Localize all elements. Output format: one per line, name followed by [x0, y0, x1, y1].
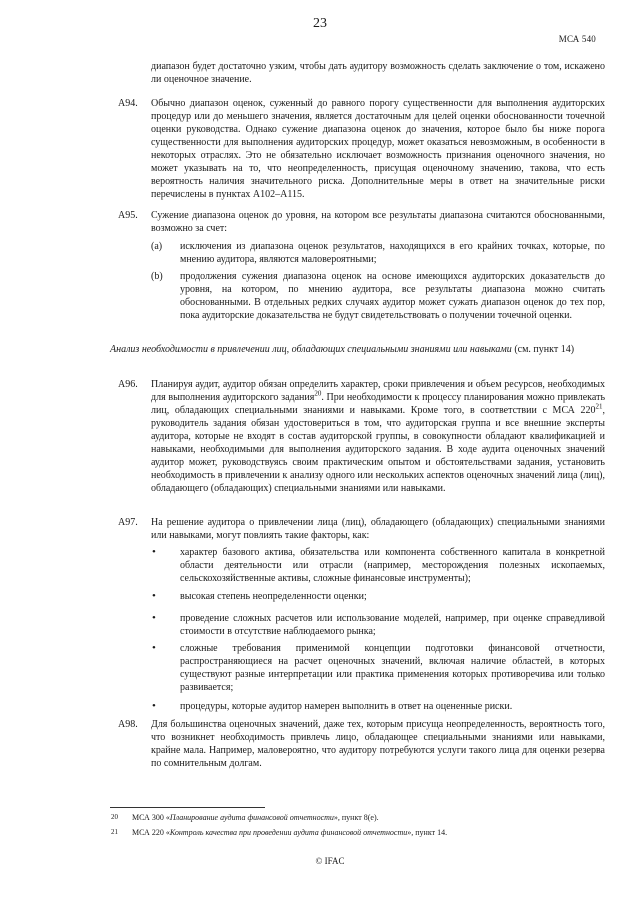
paragraph-number-a96: A96.	[118, 379, 138, 390]
footnote-number-21: 21	[111, 828, 118, 836]
footnote-divider	[110, 807, 265, 808]
paragraph-a98: Для большинства оценочных значений, даже тех, которым присуща неопределенность, вероятность того, что возникнет необходимость привлечь лицо, обладающее специальными знаниями или навыками, крайне мала. Например, маловероятно, что аудитору потребуются услуги такого лица для оценки резерва по сомнительным долгам.	[151, 719, 605, 769]
section-heading	[110, 343, 605, 356]
bullet-icon: •	[152, 642, 156, 654]
page-number: 23	[313, 16, 327, 31]
footnote-21-suffix: », пункт 14.	[407, 828, 448, 837]
bullet-item: сложные требования применимой концепции подготовки финансовой отчетности, распространяющиеся на расчет оценочных значений, включая наличие областей, в которых существуют разные интерпретации или практика применения которых противоречива или только развивается;	[180, 643, 605, 693]
paragraph-a96-part-2: . При необходимости к процессу планирования можно привлекать лиц, обладающих специальными знаниями и навыками. Кроме того, в соответствии с МСА 220	[151, 392, 606, 416]
bullet-item: характер базового актива, обязательства или компонента собственного капитала в конкретной области деятельности или отрасли (например, месторождения полезных ископаемых, сельскохозяйственные активы, сложные финансовые инструменты);	[180, 547, 605, 584]
copyright-footer: © IFAC	[315, 856, 345, 866]
paragraph-a96-part-1: Планируя аудит, аудитор обязан определить характер, сроки привлечения и объем ресурсов, необходимых для выполнения аудиторского задания	[151, 379, 605, 403]
bullet-icon: •	[152, 590, 156, 602]
footnote-20-title: Планирование аудита финансовой отчетности	[169, 813, 334, 822]
bullet-icon: •	[152, 612, 156, 624]
footnote-20-prefix: МСА 300 «	[132, 813, 170, 822]
list-item-a: исключения из диапазона оценок результатов, находящихся в его крайних точках, которые, по мнению аудитора, являются маловероятными;	[180, 241, 605, 265]
paragraph-number-a98: A98.	[118, 719, 138, 730]
footnote-20	[132, 813, 602, 823]
list-item-b: продолжения сужения диапазона оценок на основе имеющихся аудиторских доказательств до уровня, на котором, по мнению аудитора, все результаты диапазона можно считать обоснованными. В отдельных редких случаях аудитор может сужать диапазон оценок до тех пор, пока аудиторские доказательства не будут свидетельствовать о получении точечной оценки.	[180, 271, 605, 321]
paragraph-a97: На решение аудитора о привлечении лица (лиц), обладающего (обладающих) специальными знаниями или навыками, могут повлиять такие факторы, как:	[151, 517, 605, 541]
bullet-item: высокая степень неопределенности оценки;	[180, 591, 367, 602]
footnote-21	[132, 828, 602, 838]
paragraph-a96	[151, 378, 605, 495]
list-marker-a: (a)	[151, 241, 163, 252]
footnote-ref-20[interactable]: 20	[314, 389, 322, 398]
continuation-paragraph: диапазон будет достаточно узким, чтобы дать аудитору возможность сделать заключение о том, искажено ли оценочное значение.	[151, 61, 605, 85]
paragraph-a94: Обычно диапазон оценок, суженный до равного порогу существенности для выполнения аудиторских процедур или до меньшего значения, является достаточным для целей оценки обоснованности точечной оценки руководства. Однако сужение диапазона оценок до значения, которое было бы ниже порога существенности для выполнения аудиторских процедур, может оказаться невозможным, в особенности в некоторых отраслях. Это не обязательно исключает возможность признания оценочного значения, но может указывать на то, что неопределенность, присущая оценочному значению, такова, что есть вероятность наличия значительного риска. Дополнительные меры в ответ на значительные риски перечислены в пунктах A102–A115.	[151, 98, 605, 200]
bullet-icon: •	[152, 700, 156, 712]
list-marker-b: (b)	[151, 271, 163, 282]
footnote-21-prefix: МСА 220 «	[132, 828, 170, 837]
paragraph-number-a94: A94.	[118, 98, 138, 109]
footnote-ref-21[interactable]: 21	[595, 402, 603, 411]
paragraph-a95: Сужение диапазона оценок до уровня, на котором все результаты диапазона считаются обоснованными, возможно за счет:	[151, 210, 605, 234]
bullet-item: процедуры, которые аудитор намерен выполнить в ответ на оцененные риски.	[180, 701, 513, 712]
paragraph-a96-part-3: , руководитель задания обязан удостовериться в том, что аудиторская группа и все внешние эксперты аудитора, которые не входят в состав аудиторской группы, в совокупности обладают квалификацией и навыками, необходимыми для выполнения аудиторского задания. В ходе аудита оценочных значений аудитор может, руководствуясь своим практическим опытом и обстоятельствами задания, установить необходимость в привлечении к анализу одного или нескольких аспектов оценочных значений лица (лиц), обладающего (обладающих) специальными знаниями или навыками.	[151, 405, 605, 494]
bullet-icon: •	[152, 546, 156, 558]
section-heading-title: Анализ необходимости в привлечении лиц, обладающих специальными знаниями или навыками	[110, 344, 512, 355]
paragraph-number-a97: A97.	[118, 517, 138, 528]
standard-reference: МСА 540	[558, 34, 596, 44]
section-heading-reference: (см. пункт 14)	[511, 344, 575, 355]
footnote-21-title: Контроль качества при проведении аудита финансовой отчетности	[169, 828, 408, 837]
footnote-20-suffix: », пункт 8(е).	[333, 813, 379, 822]
paragraph-number-a95: A95.	[118, 210, 138, 221]
footnote-number-20: 20	[111, 813, 118, 821]
bullet-item: проведение сложных расчетов или использование моделей, например, при оценке справедливой стоимости в отсутствие наблюдаемого рынка;	[180, 613, 605, 637]
